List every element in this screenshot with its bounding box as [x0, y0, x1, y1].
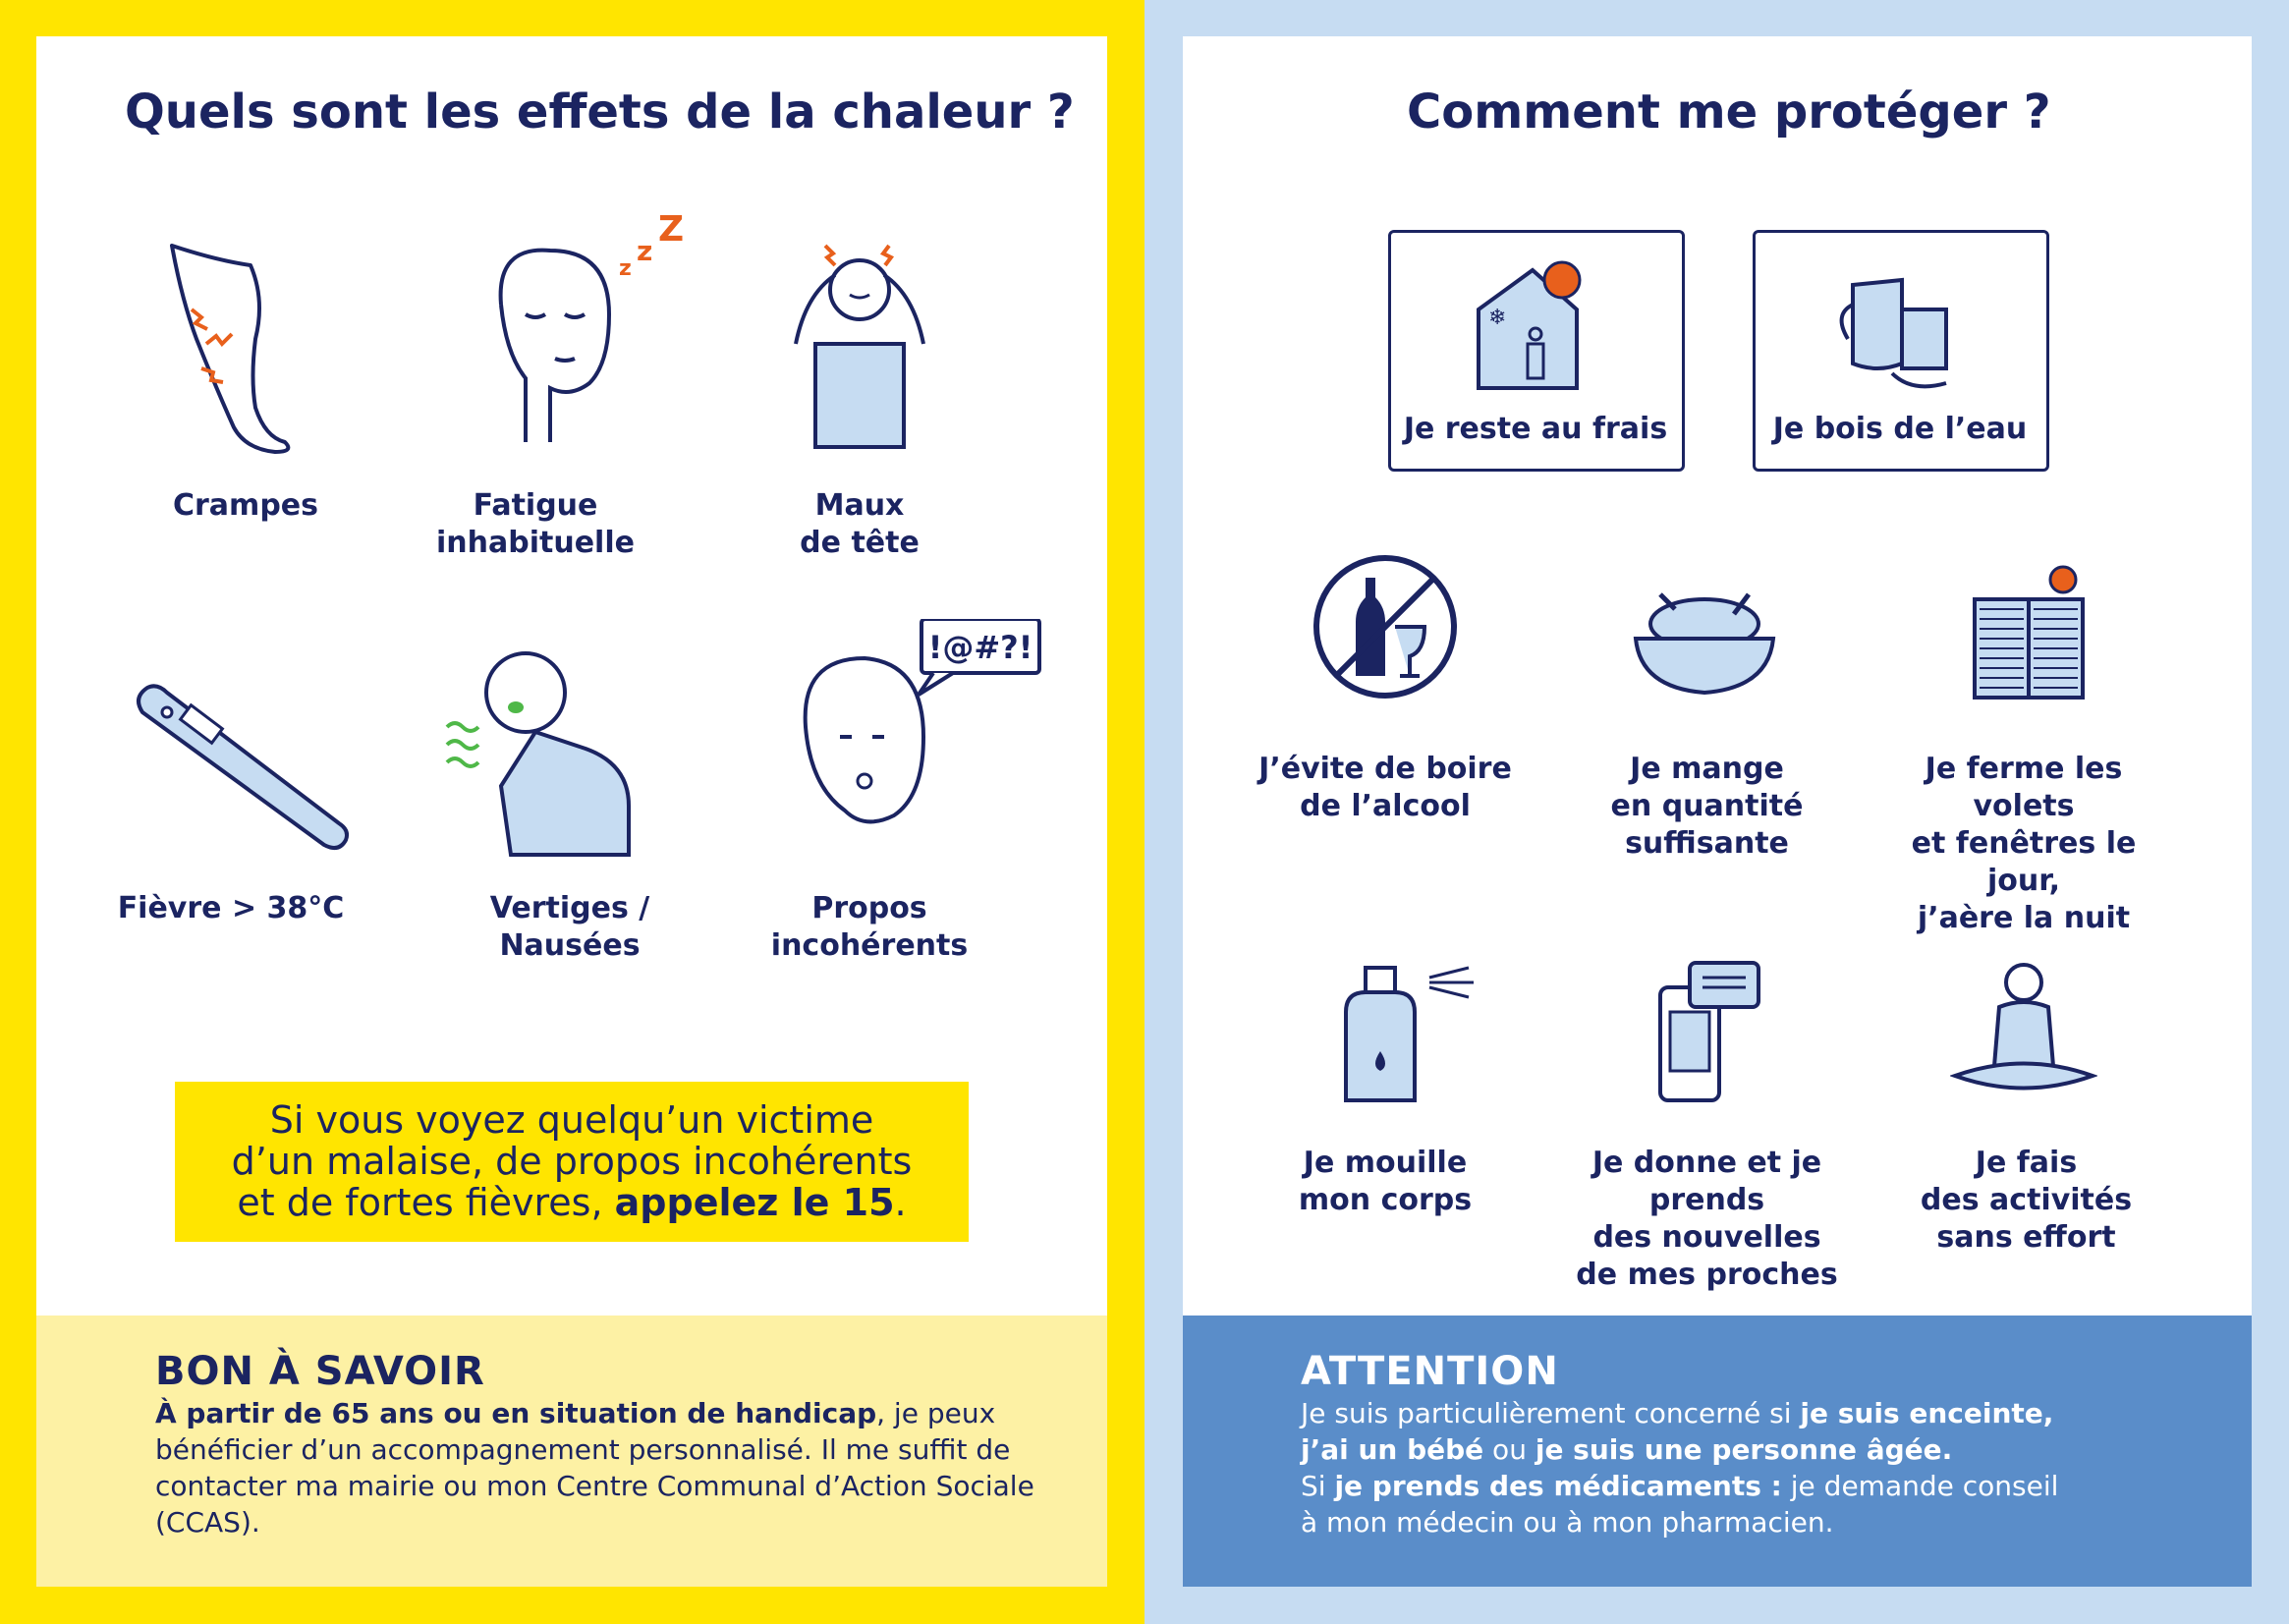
no-alcohol-icon: [1312, 553, 1459, 700]
attention-text: [1301, 1395, 2214, 1540]
good-to-know-title: BON À SAVOIR: [155, 1349, 485, 1394]
attention-emphasis: je suis enceinte,: [1800, 1397, 2054, 1429]
attention-line: [1301, 1468, 2214, 1504]
alert-emphasis: appelez le 15: [614, 1181, 895, 1224]
symptom-label: Crampes: [173, 488, 318, 523]
spray-bottle-icon: [1336, 963, 1483, 1105]
attention-line: [1301, 1431, 2214, 1468]
phone-message-icon: [1655, 958, 1768, 1105]
svg-text:z: z: [619, 256, 632, 281]
nausea-icon: [442, 639, 639, 860]
attention-fragment: je demande conseil: [1781, 1470, 2059, 1502]
call-15-alert: [175, 1082, 969, 1242]
good-to-know-emphasis: À partir de 65 ans ou en situation de handicap: [155, 1397, 877, 1429]
tired-face-icon: [472, 206, 688, 457]
good-to-know-body: , je peux bénéficier d’un accompagnement personnalisé. Il me suffit de contacter ma mairie ou mon Centre Communal d’Action Sociale (CCAS).: [155, 1397, 1034, 1539]
attention-title: ATTENTION: [1301, 1349, 1559, 1394]
water-jug-icon: [1833, 265, 1971, 393]
attention-line: à mon médecin ou à mon pharmacien.: [1301, 1506, 1834, 1539]
confused-speech-icon: [786, 619, 1051, 860]
tip-label: Je donne et je prends des nouvelles de mes proches: [1576, 1146, 1838, 1292]
attention-emphasis: je suis une personne âgée.: [1535, 1433, 1953, 1466]
alert-text-end: .: [894, 1181, 907, 1224]
good-to-know-text: [155, 1395, 1059, 1540]
shutters-icon: [1965, 550, 2112, 702]
symptom-label: Fièvre > 38°C: [117, 891, 345, 925]
svg-text:Z: Z: [658, 209, 685, 250]
meditation-icon: [1950, 958, 2097, 1105]
symptom-label: Vertiges / Nausées: [489, 891, 650, 963]
headache-icon: [786, 236, 933, 452]
attention-fragment: Si: [1301, 1470, 1335, 1502]
cool-house-icon: [1469, 251, 1606, 393]
attention-fragment: ou: [1483, 1433, 1535, 1466]
symptom-label: Maux de tête: [800, 488, 920, 560]
tip-label: Je ferme les volets et fenêtres le jour, j’aère la nuit: [1911, 752, 2137, 935]
tip-label: Je reste au frais: [1403, 412, 1668, 446]
symptom-label: Propos incohérents: [770, 891, 969, 963]
attention-line: [1301, 1395, 2214, 1431]
tip-label: Je bois de l’eau: [1772, 412, 2028, 446]
leg-cramp-icon: [157, 241, 305, 457]
tip-label: J’évite de boire de l’alcool: [1258, 752, 1512, 823]
protection-title: Comment me protéger ?: [1407, 84, 2051, 140]
attention-emphasis: j’ai un bébé: [1301, 1433, 1484, 1466]
attention-emphasis: je prends des médicaments :: [1334, 1470, 1782, 1502]
effects-title: Quels sont les effets de la chaleur ?: [125, 84, 1075, 140]
svg-text:❄: ❄: [1488, 306, 1507, 330]
symptom-label: Fatigue inhabituelle: [436, 488, 635, 560]
tip-label: Je mouille mon corps: [1298, 1146, 1473, 1217]
alert-text: Si vous voyez quelqu’un victime d’un malaise, de propos incohérents et de fortes fièvres,: [231, 1098, 913, 1224]
tip-label: Je fais des activités sans effort: [1920, 1146, 2133, 1255]
svg-text:z: z: [637, 235, 653, 267]
tip-label: Je mange en quantité suffisante: [1610, 752, 1804, 861]
attention-fragment: Je suis particulièrement concerné si: [1301, 1397, 1801, 1429]
thermometer-icon: [128, 678, 354, 855]
speech-bubble-text: !@#?!: [927, 629, 1033, 666]
food-bowl-icon: [1631, 580, 1778, 698]
